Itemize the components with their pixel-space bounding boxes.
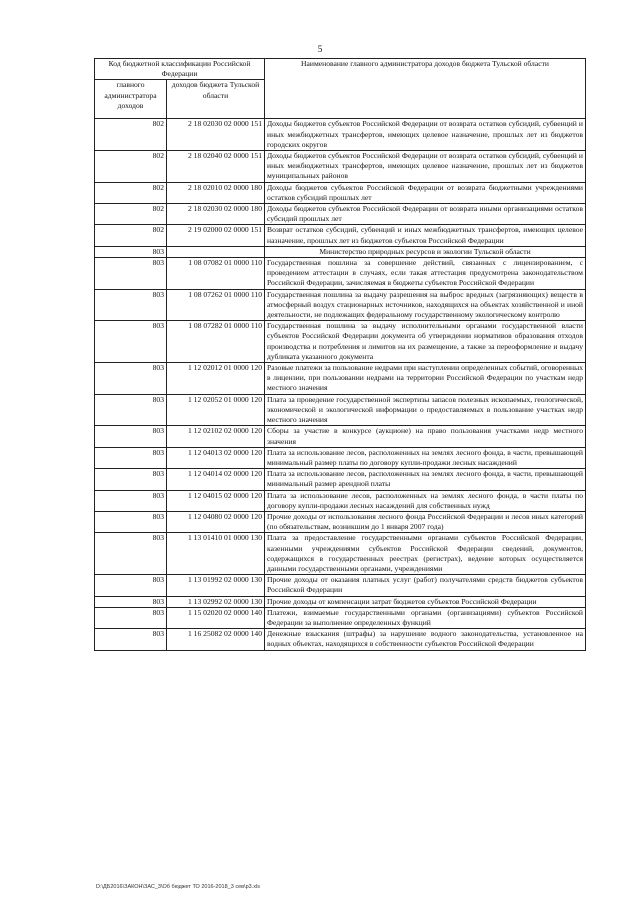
- income-name-cell: Доходы бюджетов субъектов Российской Федерации от возврата бюджетными учреждениями остатков субсидий прошлых лет: [265, 182, 586, 203]
- income-name-cell: Прочие доходы от компенсации затрат бюджетов субъектов Российской Федерации: [265, 596, 586, 607]
- income-name-cell: Государственная пошлина за выдачу исполнительными органами государственной власти субъектов Российской Федерации документа об утверждении нормативов образования отходов производства и потребления и лимитов на их размещение, а также за переоформление и выдачу дубликата указанного документа: [265, 321, 586, 363]
- income-code-cell: 1 08 07282 01 0000 110: [167, 321, 265, 363]
- income-name-cell: Прочие доходы от оказания платных услуг (работ) получателями средств бюджетов субъектов Российской Федерации: [265, 575, 586, 596]
- table-row: [95, 575, 586, 596]
- income-name-cell: Доходы бюджетов субъектов Российской Федерации от возврата остатков субсидий, субвенций и иных межбюджетных трансфертов, имеющих целевое назначение, прошлых лет из бюджетов городских округов: [265, 119, 586, 151]
- income-name-cell: Плата за использование лесов, расположенных на землях лесного фонда, в части платы по договору купли-продажи лесных насаждений для собственных нужд: [265, 490, 586, 511]
- table-row: [95, 182, 586, 203]
- admin-code-cell: 802: [95, 119, 167, 151]
- table-row: [95, 533, 586, 575]
- income-code-cell: 1 15 02020 02 0000 140: [167, 607, 265, 628]
- income-code-cell: 1 12 02102 02 0000 120: [167, 426, 265, 447]
- table-row: [95, 447, 586, 468]
- table-row: [95, 289, 586, 321]
- admin-code-cell: 803: [95, 289, 167, 321]
- admin-code-cell: 803: [95, 447, 167, 468]
- income-code-cell: 2 18 02040 02 0000 151: [167, 151, 265, 183]
- table-row: [95, 246, 586, 257]
- table-row: [95, 225, 586, 246]
- income-code-cell: 1 12 04013 02 0000 120: [167, 447, 265, 468]
- table-row: [95, 469, 586, 490]
- admin-code-cell: 803: [95, 426, 167, 447]
- table-row: [95, 119, 586, 151]
- income-code-cell: 1 13 01410 01 0000 130: [167, 533, 265, 575]
- income-code-cell: 1 12 04014 02 0000 120: [167, 469, 265, 490]
- income-name-cell: Доходы бюджетов субъектов Российской Федерации от возврата иными организациями остатков субсидий прошлых лет: [265, 204, 586, 225]
- admin-code-cell: 803: [95, 469, 167, 490]
- income-name-cell: Плата за использование лесов, расположенных на землях лесного фонда, в части, превышающей минимальный размер арендной платы: [265, 469, 586, 490]
- income-code-cell: 2 19 02000 02 0000 151: [167, 225, 265, 246]
- income-name-cell: Платежи, взимаемые государственными органами (организациями) субъектов Российской Федерации за выполнение определенных функций: [265, 607, 586, 628]
- table-row: [95, 490, 586, 511]
- income-code-cell: 1 08 07082 01 0000 110: [167, 258, 265, 290]
- header-admin: главного администратора доходов: [95, 80, 167, 119]
- table-body: [95, 119, 586, 650]
- admin-code-cell: 803: [95, 575, 167, 596]
- table-row: [95, 151, 586, 183]
- admin-code-cell: 803: [95, 607, 167, 628]
- income-code-cell: 1 12 04015 02 0000 120: [167, 490, 265, 511]
- income-name-cell: Государственная пошлина за выдачу разрешения на выброс вредных (загрязняющих) веществ в атмосферный воздух стационарных источников, находящихся на объектах хозяйственной и иной деятельности, не подлежащих федеральному государственному экологическому контролю: [265, 289, 586, 321]
- income-code-cell: [167, 246, 265, 257]
- income-name-cell: Возврат остатков субсидий, субвенций и иных межбюджетных трансфертов, имеющих целевое назначение, прошлых лет из бюджетов субъектов Российской Федерации: [265, 225, 586, 246]
- income-name-cell: Плата за предоставление государственными органами субъектов Российской Федерации, казенными учреждениями субъектов Российской Федерации сведений, документов, содержащихся в государственных реестрах (регистрах), ведение которых осуществляется данными государственными органами, учреждениями: [265, 533, 586, 575]
- income-name-cell: Прочие доходы от использования лесного фонда Российской Федерации и лесов иных категорий (по обязательствам, возникшим до 1 января 2007 года): [265, 511, 586, 532]
- income-code-cell: 1 13 01992 02 0000 130: [167, 575, 265, 596]
- table-row: [95, 596, 586, 607]
- admin-code-cell: 803: [95, 490, 167, 511]
- table-row: [95, 607, 586, 628]
- table-row: [95, 394, 586, 426]
- table-row: [95, 204, 586, 225]
- header-income: доходов бюджета Тульской области: [167, 80, 265, 119]
- admin-code-cell: 803: [95, 363, 167, 395]
- admin-code-cell: 803: [95, 321, 167, 363]
- income-name-cell: Разовые платежи за пользование недрами при наступлении определенных событий, оговоренных в лицензии, при пользовании недрами на территории Российской Федерации по участкам недр местного значения: [265, 363, 586, 395]
- admin-code-cell: 803: [95, 246, 167, 257]
- income-name-cell: Сборы за участие в конкурсе (аукционе) на право пользования участками недр местного значения: [265, 426, 586, 447]
- income-name-cell: Плата за использование лесов, расположенных на землях лесного фонда, в части, превышающей минимальный размер платы по договору купли-продажи лесных насаждений: [265, 447, 586, 468]
- income-code-cell: 2 18 02030 02 0000 151: [167, 119, 265, 151]
- table-row: [95, 258, 586, 290]
- income-code-cell: 2 18 02010 02 0000 180: [167, 182, 265, 203]
- admin-code-cell: 802: [95, 204, 167, 225]
- admin-code-cell: 802: [95, 151, 167, 183]
- budget-classification-table: [94, 58, 586, 651]
- income-name-cell: Доходы бюджетов субъектов Российской Федерации от возврата остатков субсидий, субвенций и иных межбюджетных трансфертов, имеющих целевое назначение, прошлых лет из бюджетов муниципальных районов: [265, 151, 586, 183]
- admin-code-cell: 803: [95, 511, 167, 532]
- income-name-cell: Денежные взыскания (штрафы) за нарушение водного законодательства, установленное на водных объектах, находящихся в собственности субъектов Российской Федерации: [265, 629, 586, 650]
- header-name: Наименование главного администратора доходов бюджета Тульской области: [265, 59, 586, 119]
- income-code-cell: 1 13 02992 02 0000 130: [167, 596, 265, 607]
- admin-code-cell: 803: [95, 394, 167, 426]
- table-row: [95, 363, 586, 395]
- table-row: [95, 321, 586, 363]
- income-code-cell: 1 12 04080 02 0000 120: [167, 511, 265, 532]
- admin-code-cell: 802: [95, 182, 167, 203]
- admin-code-cell: 802: [95, 225, 167, 246]
- file-path-footer: D:\ДБ2016\ЗАКОН\ЗАС_3\Об бюджет ТО 2016-2018_3 сев\р3.xls: [96, 884, 260, 890]
- table-header: [95, 59, 586, 119]
- income-code-cell: 1 16 25082 02 0000 140: [167, 629, 265, 650]
- income-code-cell: 2 18 02030 02 0000 180: [167, 204, 265, 225]
- table-row: [95, 511, 586, 532]
- admin-code-cell: 803: [95, 629, 167, 650]
- income-name-cell: Плата за проведение государственной экспертизы запасов полезных ископаемых, геологической, экономической и экологической информации о предоставляемых в пользование участках недр местного значения: [265, 394, 586, 426]
- admin-code-cell: 803: [95, 596, 167, 607]
- income-code-cell: 1 12 02012 01 0000 120: [167, 363, 265, 395]
- header-code-group: Код бюджетной классификации Российской Федерации: [95, 59, 265, 80]
- income-code-cell: 1 12 02052 01 0000 120: [167, 394, 265, 426]
- admin-code-cell: 803: [95, 533, 167, 575]
- page-number: 5: [317, 44, 323, 54]
- ministry-name-cell: Министерство природных ресурсов и экологии Тульской области: [265, 246, 586, 257]
- income-name-cell: Государственная пошлина за совершение действий, связанных с лицензированием, с проведением аттестации в случаях, если такая аттестация предусмотрена законодательством Российской Федерации, зачисляемая в бюджеты субъектов Российской Федерации: [265, 258, 586, 290]
- table-row: [95, 426, 586, 447]
- table-row: [95, 629, 586, 650]
- income-code-cell: 1 08 07262 01 0000 110: [167, 289, 265, 321]
- admin-code-cell: 803: [95, 258, 167, 290]
